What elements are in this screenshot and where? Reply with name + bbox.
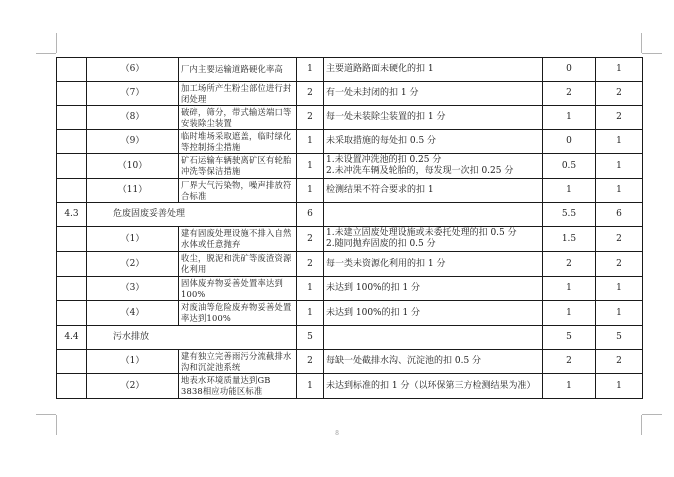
deduction-rule-cell: 1.未设置冲洗池的扣 0.25 分 2.未冲洗车辆及轮胎的，每发现一次扣 0.25 分: [324, 154, 543, 179]
deduction-rule-cell: 有一处未封闭的扣 1 分: [324, 82, 543, 106]
self-score-cell: 2: [543, 350, 596, 374]
self-score-cell: 2: [543, 82, 596, 106]
self-score-cell: 0.5: [543, 154, 596, 179]
full-score-cell: 1: [297, 179, 324, 203]
verified-score-cell: 2: [596, 106, 643, 130]
verified-score-cell: 5: [596, 326, 643, 350]
crop-mark-bottom-right-h: [642, 414, 662, 415]
self-score-cell: 1: [543, 179, 596, 203]
verified-score-cell: 2: [596, 252, 643, 277]
section-title-cell: 危废固废妥善处理: [87, 203, 297, 227]
criterion-cell: 加工场所产生粉尘部位进行封闭处理: [179, 82, 297, 106]
full-score-cell: 5: [297, 326, 324, 350]
self-score-cell: 0: [543, 58, 596, 82]
self-score-cell: 1: [543, 277, 596, 301]
full-score-cell: 2: [297, 350, 324, 374]
table-row: [57, 179, 643, 203]
crop-mark-top-left-h: [36, 53, 56, 54]
full-score-cell: 1: [297, 277, 324, 301]
page-number: 8: [335, 430, 339, 437]
self-score-cell: 5.5: [543, 203, 596, 227]
self-score-cell: 1: [543, 301, 596, 326]
verified-score-cell: 2: [596, 227, 643, 252]
section-title-cell: 污水排放: [87, 326, 297, 350]
deduction-rule-cell: 未达到标准的扣 1 分（以环保第三方检测结果为准）: [324, 374, 543, 399]
item-number-cell: （8）: [87, 106, 179, 130]
self-score-cell: 2: [543, 252, 596, 277]
deduction-rule-cell: 未达到 100%的扣 1 分: [324, 277, 543, 301]
blank-cell: [57, 350, 87, 374]
full-score-cell: 2: [297, 227, 324, 252]
verified-score-cell: 1: [596, 58, 643, 82]
verified-score-cell: 2: [596, 82, 643, 106]
verified-score-cell: 6: [596, 203, 643, 227]
full-score-cell: 6: [297, 203, 324, 227]
verified-score-cell: 1: [596, 179, 643, 203]
self-score-cell: 1: [543, 374, 596, 399]
criterion-cell: 固体废弃物妥善处置率达到100%: [179, 277, 297, 301]
blank-cell: [57, 154, 87, 179]
item-number-cell: （11）: [87, 179, 179, 203]
deduction-rule-cell: 每缺一处截排水沟、沉淀池的扣 0.5 分: [324, 350, 543, 374]
table-row: [57, 82, 643, 106]
section-row: [57, 203, 643, 227]
full-score-cell: 1: [297, 374, 324, 399]
item-number-cell: （2）: [87, 252, 179, 277]
evaluation-table: [56, 57, 643, 399]
criterion-cell: 地表水环境质量达到GB 3838相应功能区标准: [179, 374, 297, 399]
criterion-cell: 厂内主要运输道路硬化率高: [179, 58, 297, 82]
item-number-cell: （4）: [87, 301, 179, 326]
blank-cell: [57, 277, 87, 301]
deduction-rule-cell: 每一处未装除尘装置的扣 1 分: [324, 106, 543, 130]
crop-mark-top-right-v: [641, 33, 642, 53]
criterion-cell: 建有固废处理设施不排入自然水体或任意抛弃: [179, 227, 297, 252]
verified-score-cell: 1: [596, 277, 643, 301]
item-number-cell: （7）: [87, 82, 179, 106]
section-row: [57, 326, 643, 350]
blank-cell: [57, 179, 87, 203]
verified-score-cell: 1: [596, 374, 643, 399]
item-number-cell: （3）: [87, 277, 179, 301]
section-code-cell: 4.3: [57, 203, 87, 227]
deduction-rule-cell: 未采取措施的每处扣 0.5 分: [324, 130, 543, 154]
table-row: [57, 130, 643, 154]
table-row: [57, 277, 643, 301]
verified-score-cell: 1: [596, 130, 643, 154]
table-row: [57, 350, 643, 374]
blank-cell: [57, 130, 87, 154]
self-score-cell: 1.5: [543, 227, 596, 252]
blank-cell: [57, 58, 87, 82]
verified-score-cell: 2: [596, 350, 643, 374]
deduction-rule-cell: 未达到 100%的扣 1 分: [324, 301, 543, 326]
item-number-cell: （10）: [87, 154, 179, 179]
table-row: [57, 301, 643, 326]
full-score-cell: 1: [297, 301, 324, 326]
blank-cell: [57, 227, 87, 252]
item-number-cell: （9）: [87, 130, 179, 154]
section-code-cell: 4.4: [57, 326, 87, 350]
table-row: [57, 252, 643, 277]
full-score-cell: 1: [297, 130, 324, 154]
verified-score-cell: 1: [596, 154, 643, 179]
deduction-rule-cell: 检测结果不符合要求的扣 1: [324, 179, 543, 203]
criterion-cell: 矿石运输车辆驶离矿区有轮胎冲洗等保洁措施: [179, 154, 297, 179]
full-score-cell: 1: [297, 154, 324, 179]
table-row: [57, 106, 643, 130]
criterion-cell: 收尘，脱泥和洗矿等废渣资源化利用: [179, 252, 297, 277]
item-number-cell: （6）: [87, 58, 179, 82]
criterion-cell: 临时堆场采取遮盖，临时绿化等控制扬尘措施: [179, 130, 297, 154]
full-score-cell: 2: [297, 82, 324, 106]
full-score-cell: 1: [297, 58, 324, 82]
self-score-cell: 1: [543, 106, 596, 130]
deduction-rule-cell: 1.未建立固废处理设施或未委托处理的扣 0.5 分 2.随同抛弃固废的扣 0.5 分: [324, 227, 543, 252]
table-row: [57, 154, 643, 179]
blank-cell: [57, 374, 87, 399]
deduction-rule-cell: [324, 203, 543, 227]
blank-cell: [57, 252, 87, 277]
full-score-cell: 2: [297, 252, 324, 277]
full-score-cell: 2: [297, 106, 324, 130]
blank-cell: [57, 82, 87, 106]
self-score-cell: 0: [543, 130, 596, 154]
criterion-cell: 对废油等危险废弃物妥善处置率达到100%: [179, 301, 297, 326]
criterion-cell: 破碎，筛分，带式输送端口等安装除尘装置: [179, 106, 297, 130]
blank-cell: [57, 106, 87, 130]
criterion-cell: 厂界大气污染物，噪声排放符合标准: [179, 179, 297, 203]
criterion-cell: 建有独立完善雨污分流截排水沟和沉淀池系统: [179, 350, 297, 374]
item-number-cell: （1）: [87, 227, 179, 252]
verified-score-cell: 1: [596, 301, 643, 326]
table-row: [57, 58, 643, 82]
self-score-cell: 5: [543, 326, 596, 350]
table-row: [57, 227, 643, 252]
crop-mark-bottom-left-h: [36, 414, 56, 415]
deduction-rule-cell: [324, 326, 543, 350]
crop-mark-top-left-v: [56, 33, 57, 53]
deduction-rule-cell: 每一类未资源化利用的扣 1 分: [324, 252, 543, 277]
item-number-cell: （1）: [87, 350, 179, 374]
blank-cell: [57, 301, 87, 326]
deduction-rule-cell: 主要道路路面未硬化的扣 1: [324, 58, 543, 82]
item-number-cell: （2）: [87, 374, 179, 399]
crop-mark-top-right-h: [642, 53, 662, 54]
table-row: [57, 374, 643, 399]
